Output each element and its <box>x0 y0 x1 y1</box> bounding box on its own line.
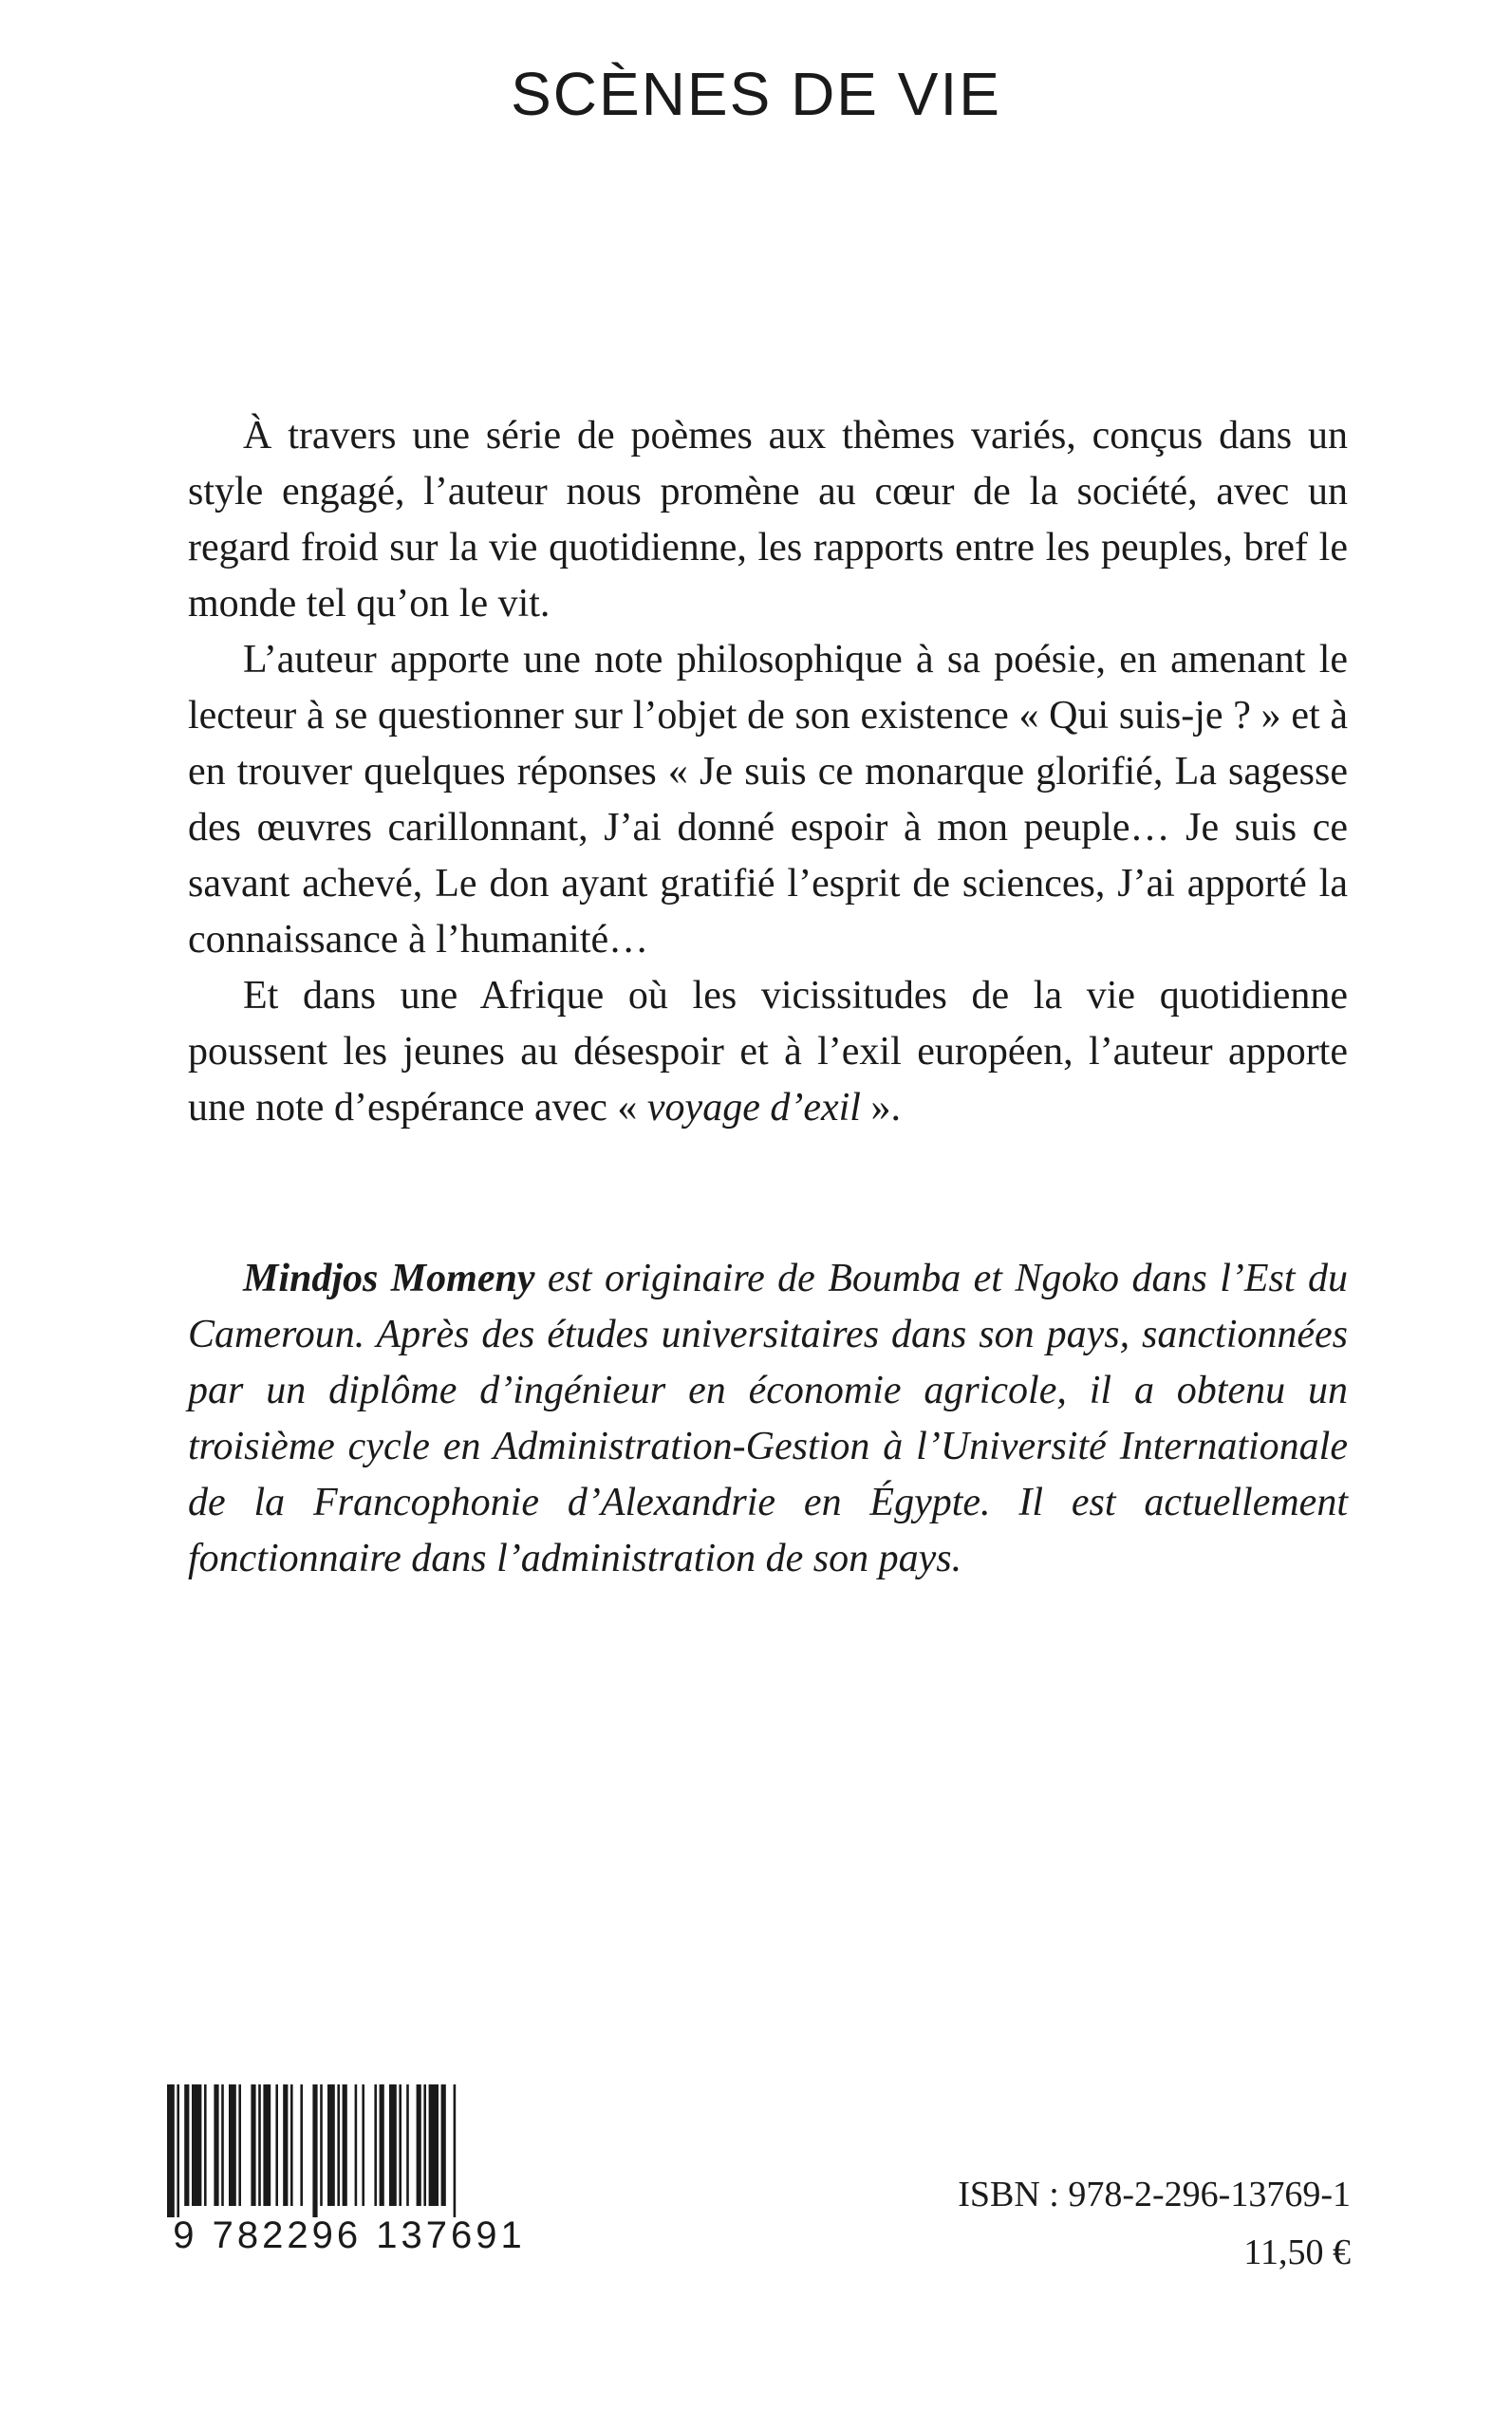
barcode-bar <box>214 2084 218 2206</box>
barcode-bar <box>423 2084 426 2206</box>
barcode-bar <box>327 2084 335 2206</box>
barcode-bar <box>429 2084 439 2206</box>
barcode-digits: 9 782296 137691 <box>173 2214 526 2255</box>
blurb-paragraph-3-end: ». <box>860 1086 901 1130</box>
barcode-bar <box>320 2084 323 2206</box>
poem-title: voyage d’exil <box>646 1086 861 1130</box>
barcode-bar <box>362 2084 364 2206</box>
barcode-bar <box>374 2084 377 2206</box>
blurb-paragraph-1: À travers une série de poèmes aux thèmes variés, conçus dans un style engagé, l’auteur nous promène au cœur de la société, avec un regard froid sur la vie quotidienne, les rapports entre les peuples, bref le monde tel qu’on le vit. <box>188 414 1348 626</box>
barcode-bar <box>177 2084 179 2217</box>
barcode-bar <box>221 2084 224 2206</box>
barcode-bar <box>355 2084 358 2206</box>
price: 11,50 € <box>1243 2233 1351 2272</box>
barcode-bar <box>184 2084 189 2206</box>
barcode-bar <box>238 2084 241 2206</box>
author-bio <box>188 1251 1348 1587</box>
barcode-bar <box>380 2084 384 2206</box>
barcode-bar <box>406 2084 409 2206</box>
barcode-bar <box>229 2084 236 2206</box>
barcode-bar <box>337 2084 340 2206</box>
back-cover-blurb <box>188 408 1348 1136</box>
barcode-bar <box>454 2084 457 2217</box>
barcode-bar <box>192 2084 201 2206</box>
barcode-bar <box>300 2084 303 2206</box>
barcode-bar <box>275 2084 278 2206</box>
book-title: SCÈNES DE VIE <box>511 60 1001 128</box>
barcode-bar <box>441 2084 446 2206</box>
barcode-bar <box>204 2084 207 2206</box>
barcode-bar <box>312 2084 317 2217</box>
author-bio-text: est originaire de Boumba et Ngoko dans l’Est du Cameroun. Après des études universitaires dans son pays, sanctionnées par un diplôme d’ingénieur en économie agricole, il a obtenu un troisième cycle en Administration-Gestion à l’Université Internationale de la Francophonie d’Alexandrie en Égypte. Il est actuellement fonctionnaire dans l’administration de son pays. <box>188 1257 1348 1580</box>
barcode-bar <box>283 2084 288 2206</box>
isbn: ISBN : 978-2-296-13769-1 <box>958 2175 1351 2214</box>
author-name: Mindjos Momeny <box>243 1257 535 1300</box>
barcode-bar <box>399 2084 401 2206</box>
barcode-bar <box>343 2084 347 2206</box>
barcode-bar <box>417 2084 421 2206</box>
barcode-bar <box>263 2084 271 2206</box>
blurb-paragraph-3-text: Et dans une Afrique où les vicissitudes de la vie quotidienne poussent les jeunes au désespoir et à l’exil européen, l’auteur apporte une note d’espérance avec « <box>188 974 1348 1130</box>
barcode-bars <box>167 2084 456 2217</box>
blurb-paragraph-2: L’auteur apporte une note philosophique à sa poésie, en amenant le lecteur à se questionner sur l’objet de son existence « Qui suis-je ? » et à en trouver quelques réponses « Je suis ce monarque glorifié, La sagesse des œuvres carillonnant, J’ai donné espoir à mon peuple… Je suis ce savant achevé, Le don ayant gratifié l’esprit de sciences, J’ai apporté la connaissance à l’humanité… <box>188 638 1348 962</box>
barcode-bar <box>258 2084 261 2206</box>
barcode-bar <box>389 2084 397 2206</box>
blurb-paragraph-3 <box>188 968 1348 1136</box>
barcode-bar <box>251 2084 255 2206</box>
barcode <box>140 2084 558 2255</box>
barcode-bar <box>167 2084 175 2217</box>
barcode-bar <box>290 2084 293 2206</box>
